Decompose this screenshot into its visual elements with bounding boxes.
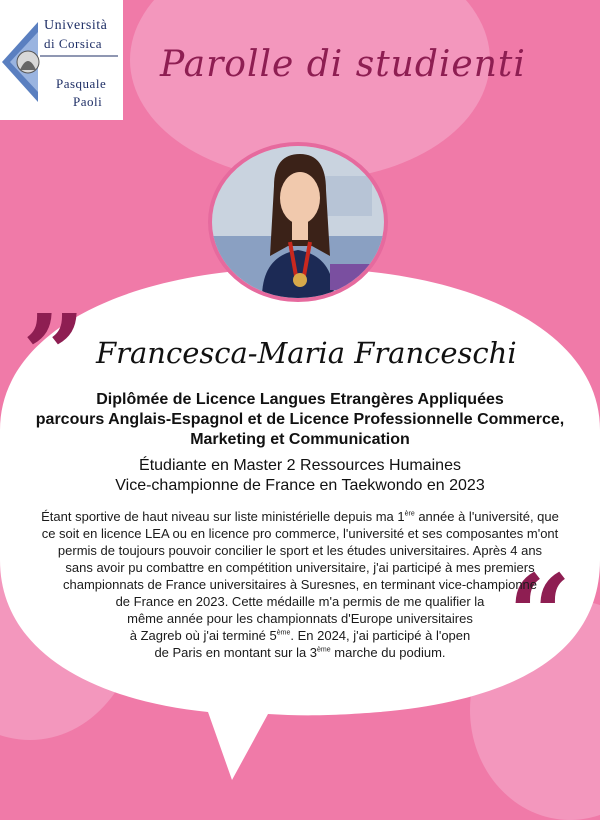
logo-line-4: Paoli (73, 94, 103, 109)
testimony-line: même année pour les championnats d'Europe universitaires (127, 611, 473, 626)
logo-line-1: Università (44, 18, 108, 33)
current-status (20, 456, 580, 496)
student-portrait-icon (208, 142, 388, 302)
opening-quote-icon: ” (22, 290, 86, 419)
testimony-line: sans avoir pu combattre en compétition universitaire, j'ai participé à mes premiers (65, 560, 535, 575)
page-title: Parolle di studienti (160, 44, 526, 85)
diploma-line: Marketing et Communication (190, 431, 410, 448)
testimony-line: de France en 2023. Cette médaille m'a permis de me qualifier la (115, 594, 485, 609)
testimony-line: ce soit en licence LEA ou en licence pro commerce, l'université et ses composantes m'ont (41, 526, 559, 541)
diploma-line: parcours Anglais-Espagnol et de Licence Professionnelle Commerce, (35, 411, 565, 428)
logo-line-2: di Corsica (44, 36, 103, 51)
testimony-line: permis de toujours pouvoir concilier le sport et les études universitaires. Après 4 ans (57, 543, 543, 558)
status-line: Étudiante en Master 2 Ressources Humaines (139, 457, 461, 474)
logo-line-3: Pasquale (56, 76, 107, 91)
diploma-description (20, 390, 580, 450)
testimony-line: Étant sportive de haut niveau sur liste ministérielle depuis ma 1ère année à l'université, que (41, 509, 559, 524)
student-name: Francesca-Maria Franceschi (96, 336, 517, 370)
testimony-line: de Paris en montant sur la 3ème marche du podium. (154, 645, 446, 660)
status-line: Vice-championne de France en Taekwondo en 2023 (115, 477, 485, 494)
testimony-line: à Zagreb où j'ai terminé 5ème. En 2024, j'ai participé à l'open (129, 628, 471, 643)
closing-quote-icon: “ (508, 550, 572, 679)
university-logo (0, 0, 123, 120)
testimony-line: championnats de France universitaires à Suresnes, en terminant vice-championne (62, 577, 538, 592)
diploma-line: Diplômée de Licence Langues Etrangères Appliquées (96, 391, 504, 408)
